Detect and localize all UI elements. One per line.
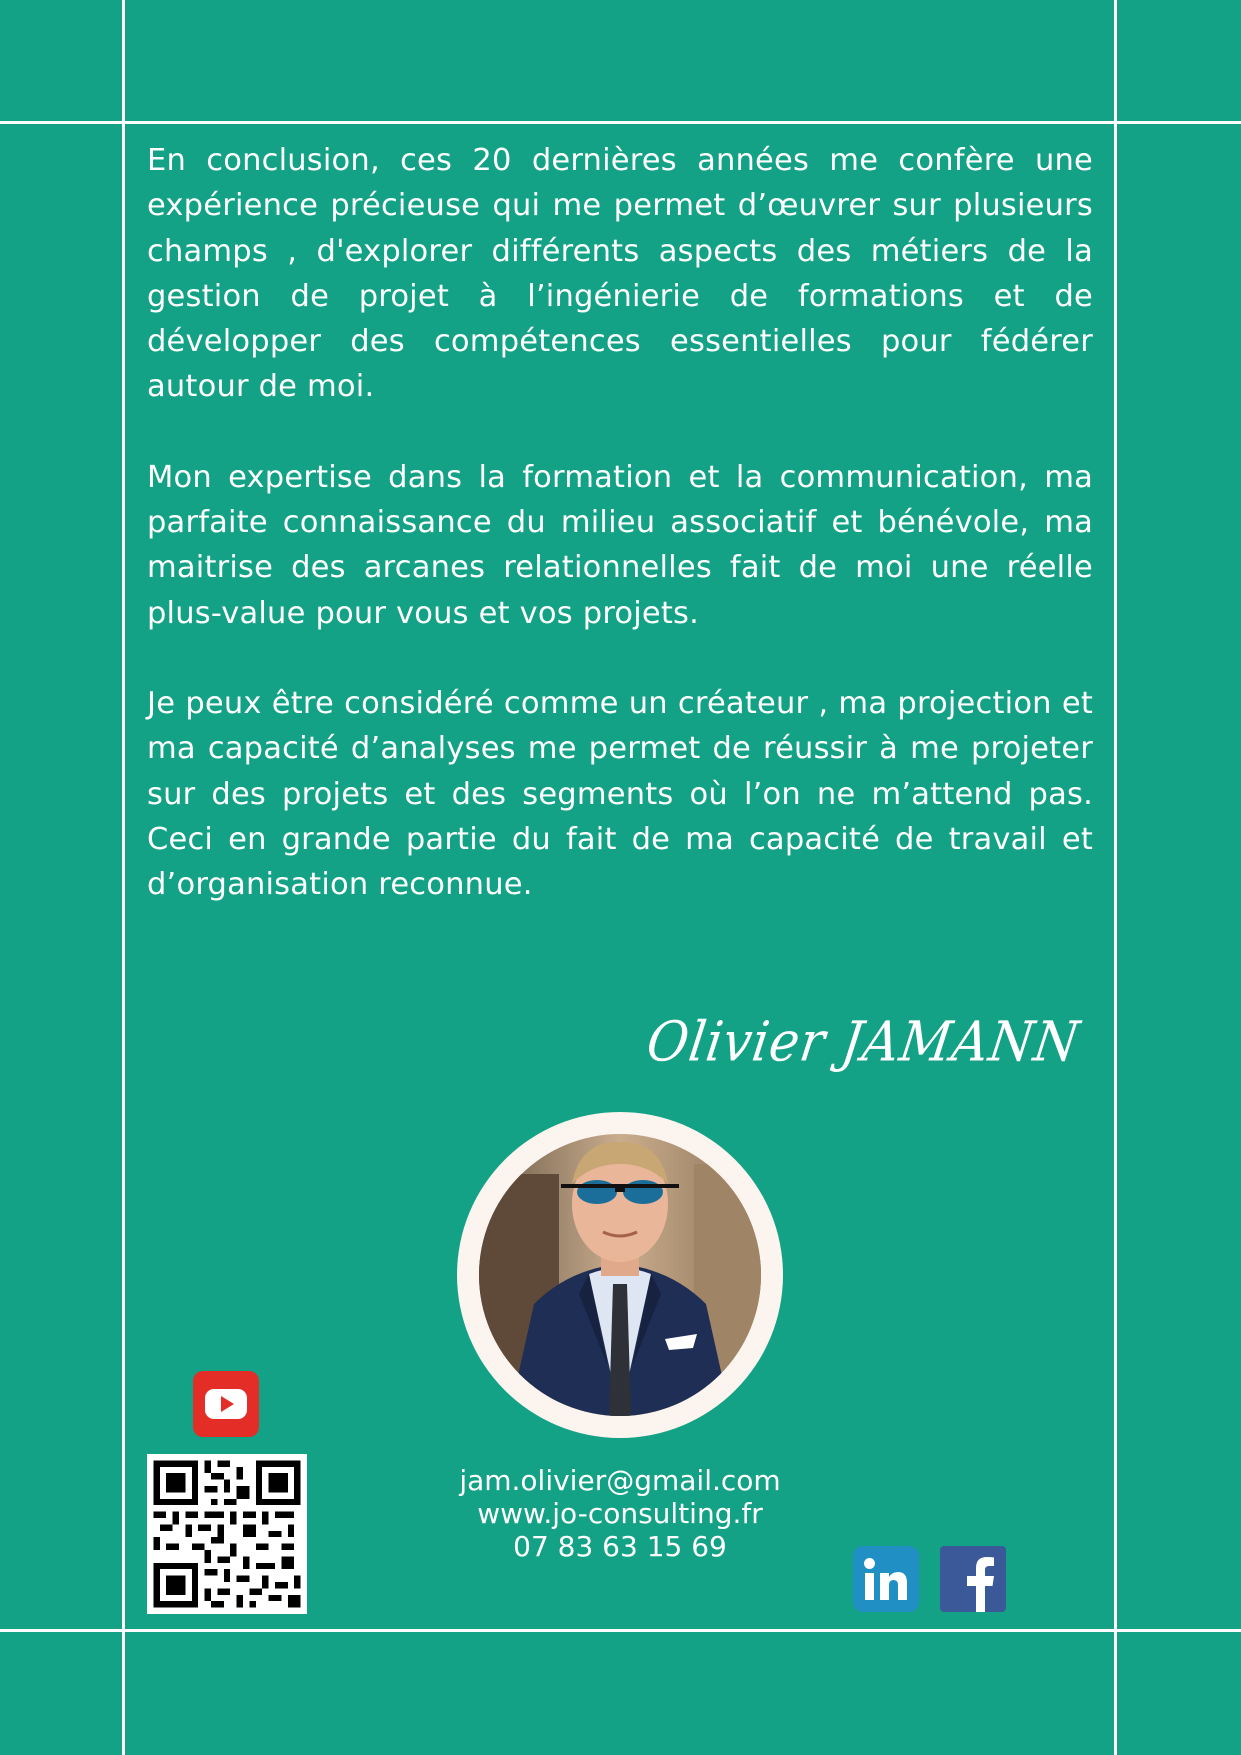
portrait-illustration xyxy=(479,1134,761,1416)
email-link[interactable]: jam.olivier@gmail.com xyxy=(459,1464,781,1497)
paragraph-creator: Je peux être considéré comme un créateur , ma projection et ma capacité d’analyses me permet de réussir à me projeter sur des projets et des segments où l’on ne m’attend pas. Ceci en grande partie du fait de ma capacité de travail et d’organisation reconnue. xyxy=(147,685,1093,903)
qr-code[interactable] xyxy=(147,1454,307,1614)
youtube-icon[interactable] xyxy=(193,1371,259,1437)
contact-block xyxy=(420,1464,820,1563)
guide-line-bottom xyxy=(0,1629,1241,1632)
profile-photo xyxy=(457,1112,783,1438)
body-text xyxy=(147,138,1093,952)
facebook-icon[interactable] xyxy=(940,1546,1006,1612)
guide-line-left xyxy=(122,0,125,1755)
paragraph-expertise: Mon expertise dans la formation et la communication, ma parfaite connaissance du milieu associatif et bénévole, ma maitrise des arcanes relationnelles fait de moi une réelle plus-value pour vous et vos projets. xyxy=(147,459,1093,631)
guide-line-right xyxy=(1114,0,1117,1755)
guide-line-top xyxy=(0,121,1241,124)
signature: Olivier JAMANN xyxy=(643,1010,1084,1074)
website-link[interactable]: www.jo-consulting.fr xyxy=(477,1497,763,1530)
paragraph-conclusion: En conclusion, ces 20 dernières années me confère une expérience précieuse qui me permet d’œuvrer sur plusieurs champs , d'explorer différents aspects des métiers de la gestion de projet à l’ingénierie de formations et de développer des compétences essentielles pour fédérer autour de moi. xyxy=(147,143,1093,405)
linkedin-icon[interactable] xyxy=(853,1546,919,1612)
phone-number[interactable]: 07 83 63 15 69 xyxy=(513,1530,727,1563)
